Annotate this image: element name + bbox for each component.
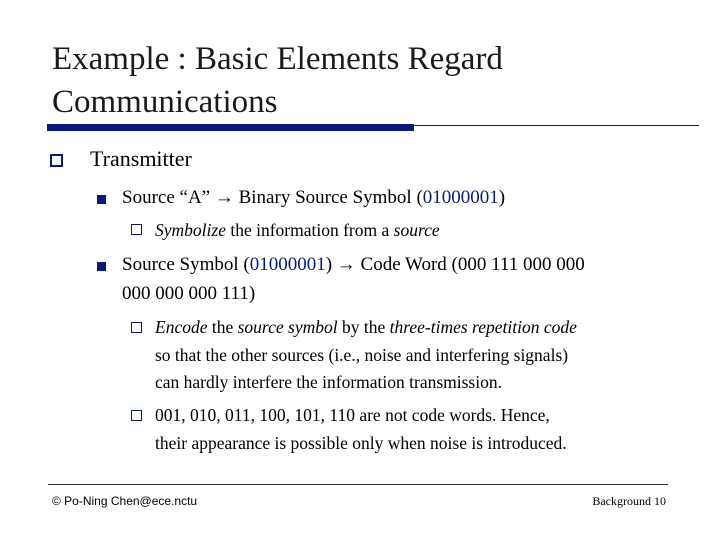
hollow-square-bullet-icon bbox=[50, 154, 63, 167]
item1-text-b: Binary Source Symbol ( bbox=[233, 187, 423, 208]
bullet-encode-line2: so that the other sources (i.e., noise and interfering signals) bbox=[155, 345, 569, 365]
item2-text-b: ) bbox=[325, 254, 337, 275]
codeword-continuation: 000 000 000 111) bbox=[122, 283, 256, 304]
hollow-square-bullet-icon bbox=[131, 224, 142, 235]
footer-divider bbox=[48, 484, 668, 485]
filled-square-bullet-icon bbox=[97, 262, 106, 271]
hollow-square-bullet-icon bbox=[131, 322, 142, 333]
title-line-2: Communications bbox=[52, 84, 278, 120]
title-underline-thick bbox=[47, 124, 414, 131]
item1-text-a: Source “A” bbox=[122, 187, 215, 208]
source-word: source bbox=[393, 220, 440, 240]
filled-square-bullet-icon bbox=[97, 195, 106, 204]
bullet-symbolize bbox=[155, 220, 440, 241]
title-underline-thin bbox=[414, 125, 699, 126]
symbolize-word: Symbolize bbox=[155, 220, 226, 240]
encode-the: the bbox=[207, 317, 238, 337]
bullet-symbol-to-codeword bbox=[122, 254, 585, 276]
bullet-noncodewords-line1: 001, 010, 011, 100, 101, 110 are not code words. Hence, bbox=[155, 405, 550, 425]
bullet-noncodewords-line2: their appearance is possible only when noise is introduced. bbox=[155, 433, 567, 453]
bullet-encode-line3: can hardly interfere the information transmission. bbox=[155, 372, 502, 392]
footer-page-label: Background 10 bbox=[592, 494, 666, 508]
bullet-source-to-symbol bbox=[122, 187, 505, 209]
footer-copyright: © Po-Ning Chen@ece.nctu bbox=[52, 494, 198, 508]
repetition-code-word: three-times repetition code bbox=[389, 317, 577, 337]
item2-text-a: Source Symbol ( bbox=[122, 254, 250, 275]
binary-code: 01000001 bbox=[249, 254, 326, 275]
item2-text-c: Code Word (000 111 000 000 bbox=[355, 254, 585, 275]
encode-by-the: by the bbox=[337, 317, 390, 337]
arrow-icon: → bbox=[336, 254, 356, 275]
source-symbol-word: source symbol bbox=[237, 317, 338, 337]
hollow-square-bullet-icon bbox=[131, 410, 142, 421]
binary-code: 01000001 bbox=[422, 187, 499, 208]
title-line-1: Example : Basic Elements Regard bbox=[52, 41, 503, 77]
bullet-encode-line1 bbox=[155, 317, 577, 338]
item1-text-c: ) bbox=[498, 187, 506, 208]
bullet-transmitter: Transmitter bbox=[90, 146, 192, 171]
arrow-icon: → bbox=[214, 187, 234, 208]
slide-title bbox=[52, 38, 692, 124]
symbolize-mid: the information from a bbox=[225, 220, 394, 240]
encode-word: Encode bbox=[155, 317, 208, 337]
